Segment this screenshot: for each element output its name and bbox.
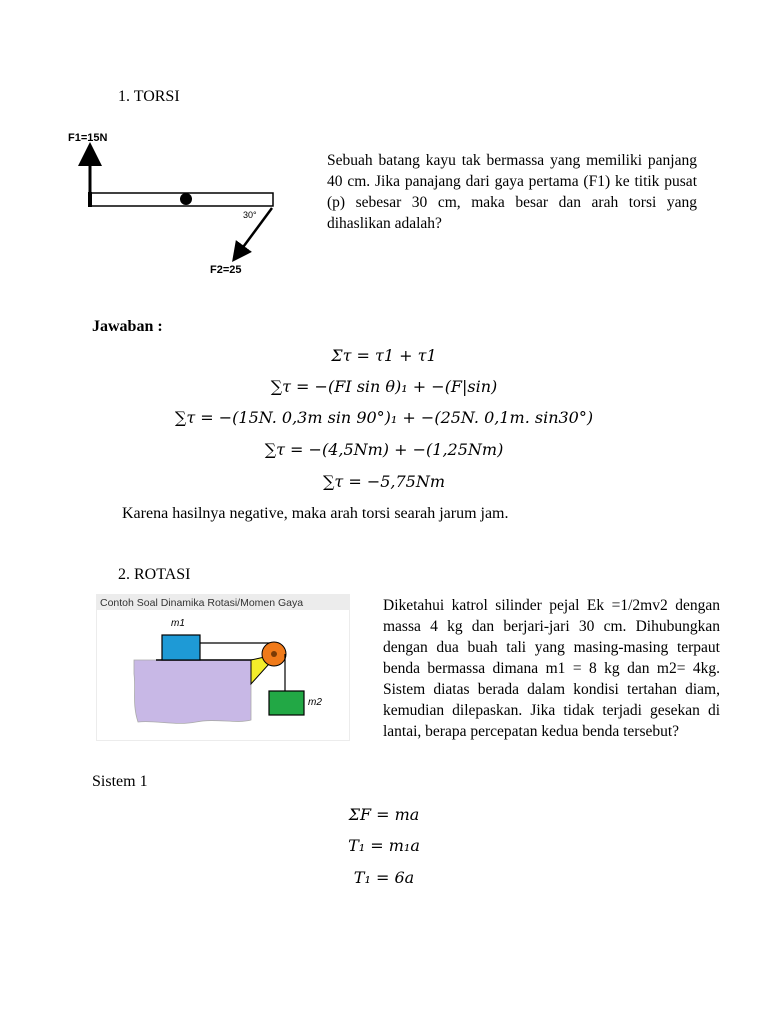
rotation-figure: [96, 594, 350, 741]
block-m1: [162, 635, 200, 660]
table: [134, 660, 251, 723]
rotation-equation-3: T₁ = 6a: [353, 868, 415, 887]
section2-heading: 2. ROTASI: [118, 566, 191, 583]
figure-title: Contoh Soal Dinamika Rotasi/Momen Gaya: [100, 597, 304, 609]
torque-equation-3: ∑τ = −(15N. 0,3m sin 90°)₁ + −(25N. 0,1m. sin30°): [174, 408, 594, 427]
answer-label: Jawaban :: [92, 318, 163, 335]
torque-equation-2: ∑τ = −(FI sin θ)₁ + −(F|sin): [270, 377, 498, 396]
torque-diagram: [60, 128, 290, 278]
f1-label: F1=15N: [68, 132, 108, 144]
m2-label: m2: [308, 697, 322, 708]
section1-heading: 1. TORSI: [118, 88, 180, 105]
rotation-problem: Diketahui katrol silinder pejal Ek =1/2mv2 dengan massa 4 kg dan berjari-jari 30 cm. Dihubungkan dengan dua buah tali yang masing-masing terpaut benda bermassa dimana m1 = 8 kg dan m2= 4kg. Sistem diatas berada dalam kondisi tertahan diam, kemudian dilepaskan. Jika tidak terjadi gesekan di lantai, berapa percepatan kedua benda tersebut?: [383, 597, 720, 740]
system-label: Sistem 1: [92, 773, 148, 790]
rotation-equation-2: T₁ = m₁a: [348, 836, 420, 855]
torque-equation-4: ∑τ = −(4,5Nm) + −(1,25Nm): [264, 440, 504, 459]
block-m2: [269, 691, 304, 715]
pulley-diagram: [96, 594, 350, 741]
rotation-equation-1: ΣF = ma: [348, 805, 420, 824]
angle-label: 30°: [243, 210, 257, 220]
torque-figure: [60, 128, 290, 278]
torque-problem: Sebuah batang kayu tak bermassa yang memiliki panjang 40 cm. Jika panajang dari gaya pertama (F1) ke titik pusat (p) sebesar 30 cm, maka besar dan arah torsi yang dihaslikan adalah?: [327, 152, 697, 232]
torque-equation-1: Στ = τ1 + τ1: [331, 346, 437, 365]
m1-label: m1: [171, 618, 185, 629]
torque-conclusion: Karena hasilnya negative, maka arah torsi searah jarum jam.: [122, 505, 509, 522]
torque-equation-5: ∑τ = −5,75Nm: [322, 472, 446, 491]
pivot-point: [180, 193, 192, 205]
f2-label: F2=25: [210, 264, 242, 276]
